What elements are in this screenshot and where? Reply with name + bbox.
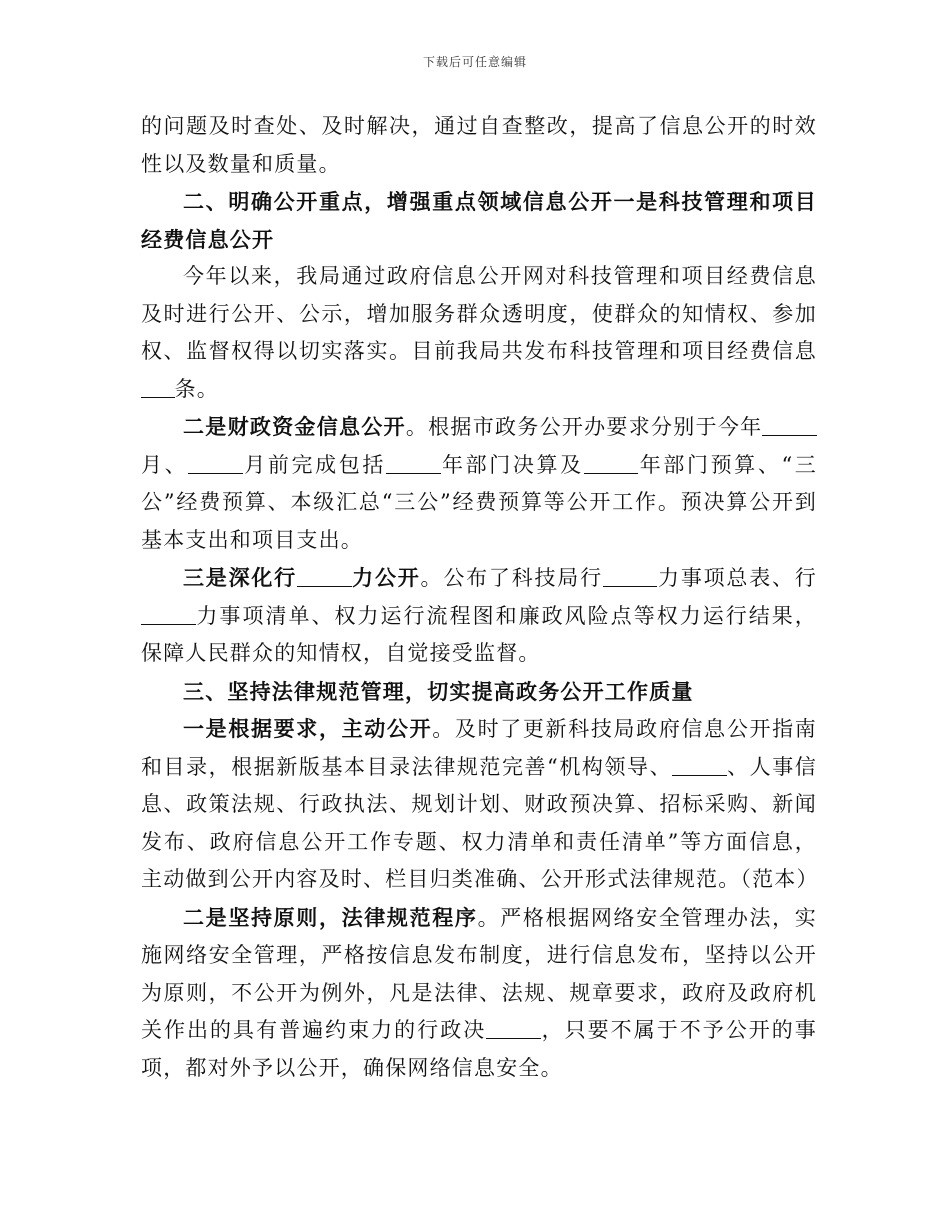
paragraph bbox=[141, 408, 817, 559]
paragraph-text: 力事项清单、权力运行流程图和廉政风险点等权力运行结果，保障人民群众的知情权，自觉接受监督。 bbox=[141, 603, 817, 665]
paragraph-text: 月前完成包括 bbox=[242, 452, 386, 477]
blank-line bbox=[603, 564, 658, 587]
paragraph-lead: 力公开 bbox=[351, 565, 421, 590]
blank-line bbox=[672, 752, 727, 775]
blank-line bbox=[297, 564, 352, 587]
paragraph-lead: 二是坚持原则，法律规范程序 bbox=[183, 904, 478, 930]
blank-line bbox=[486, 1016, 541, 1039]
paragraph-text: 条。 bbox=[174, 376, 219, 401]
blank-line bbox=[141, 601, 196, 624]
document-body bbox=[141, 108, 817, 1087]
blank-line bbox=[386, 450, 441, 473]
blank-line bbox=[762, 413, 817, 436]
paragraph bbox=[141, 258, 817, 408]
paragraph-text: ，只要不属于不予公开的事项，都对外予以公开，确保网络信息安全。 bbox=[141, 1018, 818, 1080]
paragraph bbox=[141, 899, 817, 1088]
page-header: 下载后可任意编辑 bbox=[422, 55, 527, 69]
paragraph-text: 。根据市政务公开办要求分别于今年 bbox=[405, 415, 763, 439]
paragraph-text: 年部门预算、“三公”经费预算、本级汇总“三公”经费预算等公开工作。预决算公开到基本支出和项目支出。 bbox=[141, 452, 818, 552]
section-heading: 三、坚持法律规范管理，切实提高政务公开工作质量 bbox=[183, 678, 694, 704]
blank-line bbox=[188, 450, 243, 473]
paragraph-text: 年部门决算及 bbox=[440, 452, 584, 477]
paragraph bbox=[141, 559, 817, 673]
paragraph: 的问题及时查处、及时解决，通过自查整改，提高了信息公开的时效性以及数量和质量。 bbox=[141, 114, 817, 176]
paragraph-text: 、人事信息、政策法规、行政执法、规划计划、财政预决算、招标采购、新闻发布、政府信息公开工作专题、权力清单和责任清单”等方面信息，主动做到公开内容及时、栏目归类准确、公开形式法律规范。（范本） bbox=[141, 754, 819, 891]
blank-line bbox=[584, 450, 639, 473]
paragraph-text: 。严格根据网络安全管理办法，实施网络安全管理，严格按信息发布制度，进行信息发布，坚持以公开为原则，不公开为例外，凡是法律、法规、规章要求，政府及政府机关作出的具有普遍约束力的行政决 bbox=[141, 905, 818, 1042]
paragraph-lead: 三是深化行 bbox=[183, 565, 297, 590]
paragraph-lead: 二是财政资金信息公开 bbox=[183, 414, 406, 439]
paragraph-text: 。及时了更新科技局政府信息公开指南和目录，根据新版基本目录法律规范完善“机构领导、 bbox=[141, 717, 817, 779]
section-heading: 二、明确公开重点，增强重点领域信息公开一是科技管理和项目经费信息公开 bbox=[141, 189, 817, 252]
paragraph-text: 力事项总表、行 bbox=[657, 566, 818, 590]
paragraph-text: 月、 bbox=[141, 452, 189, 477]
paragraph-text: 。公布了科技局行 bbox=[420, 566, 603, 590]
paragraph-lead: 一是根据要求，主动公开 bbox=[183, 716, 433, 741]
paragraph bbox=[141, 710, 817, 899]
blank-line bbox=[141, 374, 175, 397]
paragraph-text: 今年以来，我局通过政府信息公开网对科技管理和项目经费信息及时进行公开、公示，增加服务群众透明度，使群众的知情权、参加权、监督权得以切实落实。目前我局共发布科技管理和项目经费信息 bbox=[141, 264, 817, 363]
